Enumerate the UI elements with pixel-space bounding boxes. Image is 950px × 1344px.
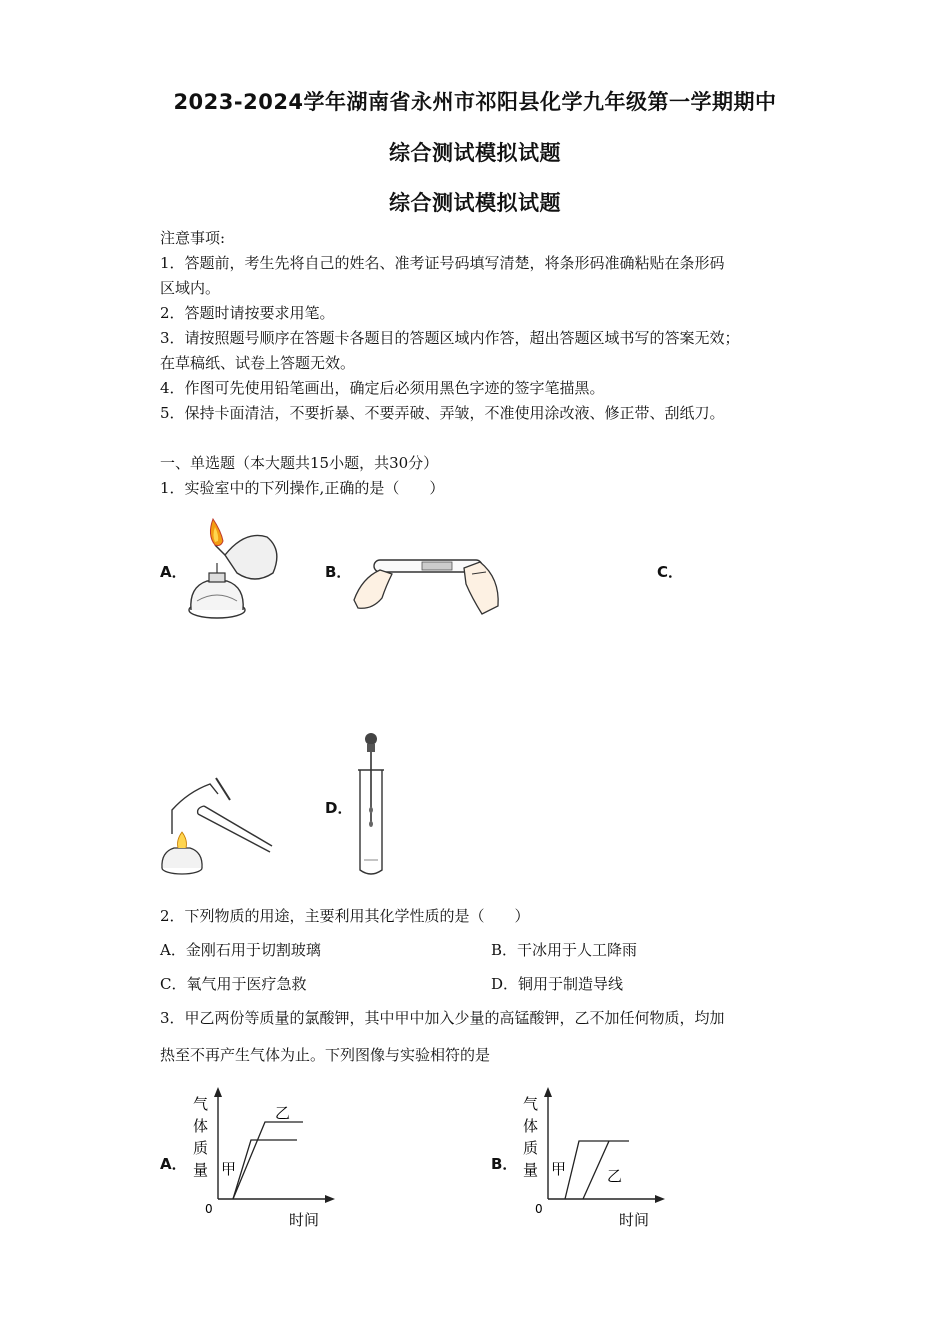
alcohol-lamp-lit-by-another-image (185, 515, 285, 620)
graph-a-ylabel-char: 量 (193, 1161, 209, 1179)
dropper-into-test-tube-image (352, 732, 392, 880)
q1-option-d-label: D． (325, 799, 353, 817)
question-2-stem: 2．下列物质的用途，主要利用其化学性质的是（ ） (160, 907, 530, 925)
hands-holding-test-tube-image (352, 548, 502, 618)
graph-a-origin: 0 (205, 1202, 213, 1216)
q3-graph-b (515, 1085, 670, 1233)
q1-option-b-label: B． (325, 563, 352, 581)
question-3-stem-line1: 3．甲乙两份等质量的氯酸钾，其中甲中加入少量的高锰酸钾，乙不加任何物质，均加 (160, 1009, 725, 1027)
q2-option-c: C．氧气用于医疗急救 (160, 975, 307, 993)
section-heading: 一、单选题（本大题共15小题，共30分） (160, 454, 439, 472)
graph-b-label-yi: 乙 (607, 1167, 623, 1185)
q2-option-b: B．干冰用于人工降雨 (491, 941, 638, 959)
notice-item: 在草稿纸、试卷上答题无效。 (160, 354, 356, 372)
question-1-stem: 1．实验室中的下列操作,正确的是（ ） (160, 479, 445, 497)
graph-b-origin: 0 (535, 1202, 543, 1216)
graph-a-label-yi: 乙 (275, 1104, 291, 1122)
graph-a-line-yi (233, 1122, 303, 1199)
q3-option-a-label: A． (160, 1155, 187, 1173)
q1-option-a-label: A． (160, 563, 187, 581)
graph-b-ylabel-char: 气 (523, 1095, 539, 1113)
graph-b-line-yi (583, 1141, 609, 1199)
page-title: 2023-2024学年湖南省永州市祁阳县化学九年级第一学期期中 (173, 90, 777, 114)
graph-a-line-jia (233, 1140, 297, 1199)
page-subtitle-repeat: 综合测试模拟试题 (389, 191, 561, 215)
notice-item: 3．请按照题号顺序在答题卡各题目的答题区域内作答，超出答题区域书写的答案无效； (160, 329, 740, 347)
q2-option-d: D．铜用于制造导线 (491, 975, 624, 993)
page-subtitle: 综合测试模拟试题 (389, 141, 561, 165)
graph-a-label-jia: 甲 (221, 1160, 237, 1178)
graph-b-ylabel-char: 量 (523, 1161, 539, 1179)
graph-b-ylabel-char: 体 (523, 1117, 539, 1135)
notice-item: 区域内。 (160, 279, 221, 297)
graph-b-xlabel: 时间 (619, 1211, 650, 1229)
graph-a-xlabel: 时间 (289, 1211, 320, 1229)
q3-graph-a (185, 1085, 340, 1233)
graph-a-ylabel-char: 体 (193, 1117, 209, 1135)
q1-option-c-label: C． (657, 563, 684, 581)
heating-test-tube-on-lamp-image (158, 770, 276, 885)
q3-option-b-label: B． (491, 1155, 518, 1173)
question-3-stem-line2: 热至不再产生气体为止。下列图像与实验相符的是 (160, 1046, 491, 1064)
notice-item: 5．保持卡面清洁，不要折暴、不要弄破、弄皱，不准使用涂改液、修正带、刮纸刀。 (160, 404, 725, 422)
graph-a-ylabel-char: 气 (193, 1095, 209, 1113)
graph-b-label-jia: 甲 (551, 1160, 567, 1178)
graph-a-ylabel-char: 质 (193, 1139, 209, 1157)
notice-item: 4．作图可先使用铅笔画出，确定后必须用黑色字迹的签字笔描黑。 (160, 379, 605, 397)
notice-item: 2．答题时请按要求用笔。 (160, 304, 335, 322)
graph-b-ylabel-char: 质 (523, 1139, 539, 1157)
q2-option-a: A．金刚石用于切割玻璃 (160, 941, 321, 959)
notice-heading: 注意事项: (160, 229, 226, 247)
notice-item: 1．答题前，考生先将自己的姓名、准考证号码填写清楚，将条形码准确粘贴在条形码 (160, 254, 725, 272)
